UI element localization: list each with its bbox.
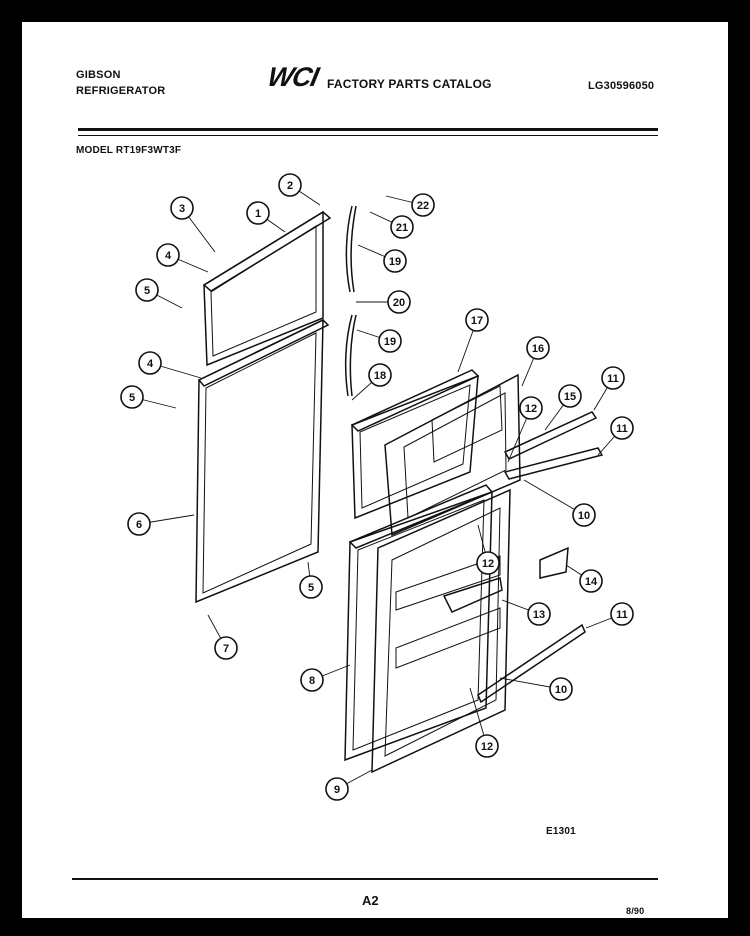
callout-number: 10: [577, 510, 591, 522]
callout-number: 11: [616, 609, 628, 621]
callout-number: 1: [254, 208, 262, 220]
callout-number: 16: [531, 343, 545, 355]
callout-number: 5: [128, 392, 136, 404]
callout-number: 5: [143, 285, 151, 297]
callout-number: 20: [392, 297, 406, 309]
freezer-door-top-edge: [204, 212, 330, 291]
callout-number: 9: [333, 784, 341, 796]
egg-bin: [540, 548, 568, 578]
dairy-door: [444, 578, 502, 612]
callout-number: 2: [286, 180, 294, 192]
callout-number: 22: [416, 200, 430, 212]
appliance-type: REFRIGERATOR: [76, 85, 166, 97]
fresh-liner-shelf-2: [396, 608, 500, 668]
callout-number: 12: [524, 403, 538, 415]
callout-number: 14: [584, 576, 598, 588]
catalog-title: FACTORY PARTS CATALOG: [327, 77, 492, 91]
brand-name: GIBSON: [76, 69, 121, 81]
callout-number: 7: [222, 643, 230, 655]
callout-number: 10: [554, 684, 568, 696]
lower-hinge-bar-edge: [350, 315, 356, 396]
wci-logo: WCI: [264, 62, 321, 92]
drawing-code: E1301: [546, 826, 576, 837]
callout-number: 12: [481, 558, 495, 570]
callout-number: 6: [135, 519, 143, 531]
callout-number: 3: [178, 203, 186, 215]
freezer-door-inner: [211, 226, 316, 356]
catalog-number: LG30596050: [588, 80, 655, 92]
model-label: MODEL RT19F3WT3F: [76, 145, 182, 156]
fresh-door-top-edge: [199, 320, 328, 386]
callout-number: 11: [607, 373, 619, 385]
freezer-gasket-inner: [360, 385, 470, 508]
freezer-door-outer: [204, 212, 323, 365]
footer-rule: [72, 878, 658, 880]
callout-number: 13: [532, 609, 546, 621]
date-code: 8/90: [626, 906, 645, 916]
callout-number: 4: [164, 250, 172, 262]
callout-number: 17: [470, 315, 484, 327]
callout-number: 21: [395, 222, 409, 234]
callout-number: 5: [307, 582, 315, 594]
fresh-gasket-inner: [353, 500, 484, 750]
upper-hinge-bar-edge: [351, 206, 356, 292]
callout-number: 4: [146, 358, 154, 370]
callout-number: 19: [383, 336, 397, 348]
callout-number: 15: [563, 391, 577, 403]
fresh-door-inner: [203, 333, 316, 593]
fresh-gasket: [345, 492, 495, 760]
page-label: A2: [362, 893, 379, 908]
callout-number: 12: [480, 741, 494, 753]
callout-number: 19: [388, 256, 402, 268]
callout-number: 18: [373, 370, 387, 382]
callout-number: 11: [616, 423, 628, 435]
callout-number: 8: [308, 675, 316, 687]
